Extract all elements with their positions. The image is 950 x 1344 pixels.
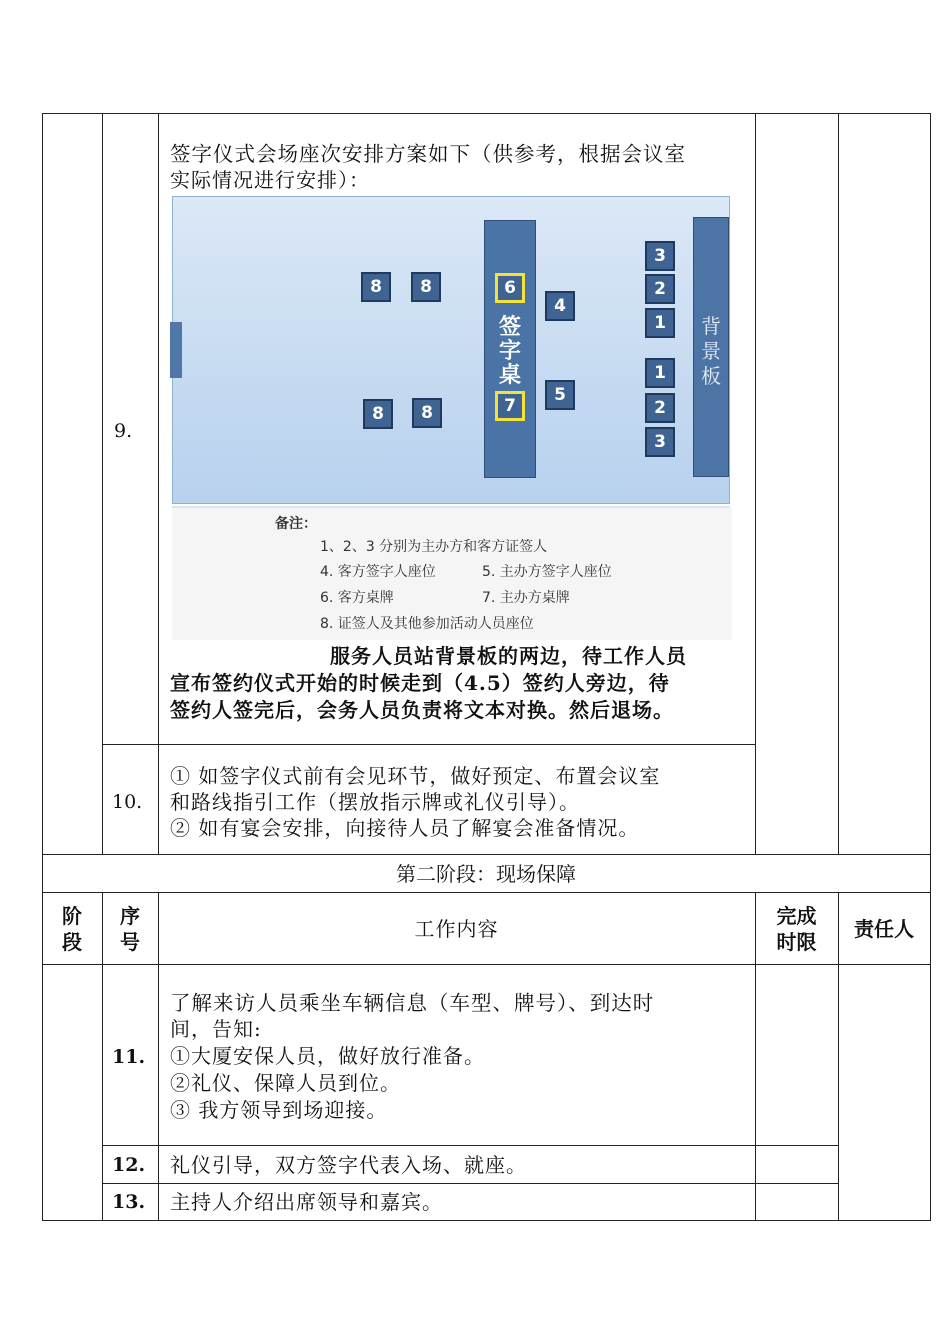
seat-8: 8	[412, 398, 442, 428]
header-seq: 序	[120, 904, 140, 928]
row-text-line: ① 如签字仪式前有会见环节，做好预定、布置会议室	[170, 764, 661, 788]
note-item: 1、2、3 分别为主办方和客方证签人	[320, 539, 548, 555]
stage-title: 第二阶段：现场保障	[396, 862, 576, 886]
row-text: 主持人介绍出席领导和嘉宾。	[170, 1190, 443, 1214]
note-item: 8. 证签人及其他参加活动人员座位	[320, 616, 534, 632]
row-number: 12.	[112, 1154, 146, 1176]
row-text-line: 服务人员站背景板的两边，待工作人员	[330, 644, 687, 668]
header-seq: 号	[120, 930, 140, 954]
seat-3: 3	[645, 241, 675, 271]
seat-1: 1	[645, 308, 675, 338]
seat-4-guest-signer: 4	[545, 291, 575, 321]
room-door	[170, 322, 182, 378]
row-text-line: ③ 我方领导到场迎接。	[170, 1098, 388, 1122]
row-text-line: 间，告知:	[170, 1017, 262, 1041]
header-deadline: 时限	[776, 930, 817, 954]
header-stage: 段	[62, 930, 82, 954]
row-text-line: 和路线指引工作（摆放指示牌或礼仪引导）。	[170, 790, 580, 814]
seat-1: 1	[645, 358, 675, 388]
row-text-line: 实际情况进行安排）：	[170, 168, 370, 192]
note-item: 4. 客方签字人座位	[320, 564, 436, 580]
seat-3: 3	[645, 427, 675, 457]
note-item: 7. 主办方桌牌	[482, 590, 570, 606]
note-item: 6. 客方桌牌	[320, 590, 394, 606]
seat-5-host-signer: 5	[545, 380, 575, 410]
row-text-line: 签约人签完后，会务人员负责将文本对换。然后退场。	[170, 698, 674, 722]
seat-8: 8	[411, 272, 441, 302]
seat-7-host-nameplate: 7	[495, 391, 525, 421]
row-number: 11.	[112, 1046, 146, 1068]
notes-title: 备注：	[275, 516, 317, 532]
seat-6-guest-nameplate: 6	[495, 273, 525, 303]
row-number: 13.	[112, 1191, 146, 1213]
row-number: 10.	[112, 791, 143, 813]
row-number: 9.	[114, 420, 133, 442]
seat-8: 8	[363, 399, 393, 429]
diagram-notes	[172, 508, 732, 640]
header-deadline: 完成	[776, 904, 817, 928]
row-text-line: 了解来访人员乘坐车辆信息（车型、牌号）、到达时	[170, 991, 655, 1015]
seating-diagram	[172, 196, 730, 506]
row-text-line: ②礼仪、保障人员到位。	[170, 1071, 401, 1095]
seat-8: 8	[361, 272, 391, 302]
seat-2: 2	[645, 274, 675, 304]
seat-2: 2	[645, 393, 675, 423]
note-item: 5. 主办方签字人座位	[482, 564, 612, 580]
header-owner: 责任人	[854, 917, 914, 941]
signing-table-label: 签字桌	[498, 315, 521, 388]
backboard-label: 背景板	[701, 314, 721, 388]
header-stage: 阶	[62, 904, 82, 928]
row-text-line: ② 如有宴会安排，向接待人员了解宴会准备情况。	[170, 816, 640, 840]
row-text-line: 宣布签约仪式开始的时候走到（4.5）签约人旁边，待	[170, 671, 670, 695]
row-text-line: ①大厦安保人员，做好放行准备。	[170, 1044, 485, 1068]
row-text: 礼仪引导，双方签字代表入场、就座。	[170, 1153, 527, 1177]
row-text-line: 签字仪式会场座次安排方案如下（供参考，根据会议室	[170, 142, 686, 166]
header-content: 工作内容	[414, 917, 499, 941]
